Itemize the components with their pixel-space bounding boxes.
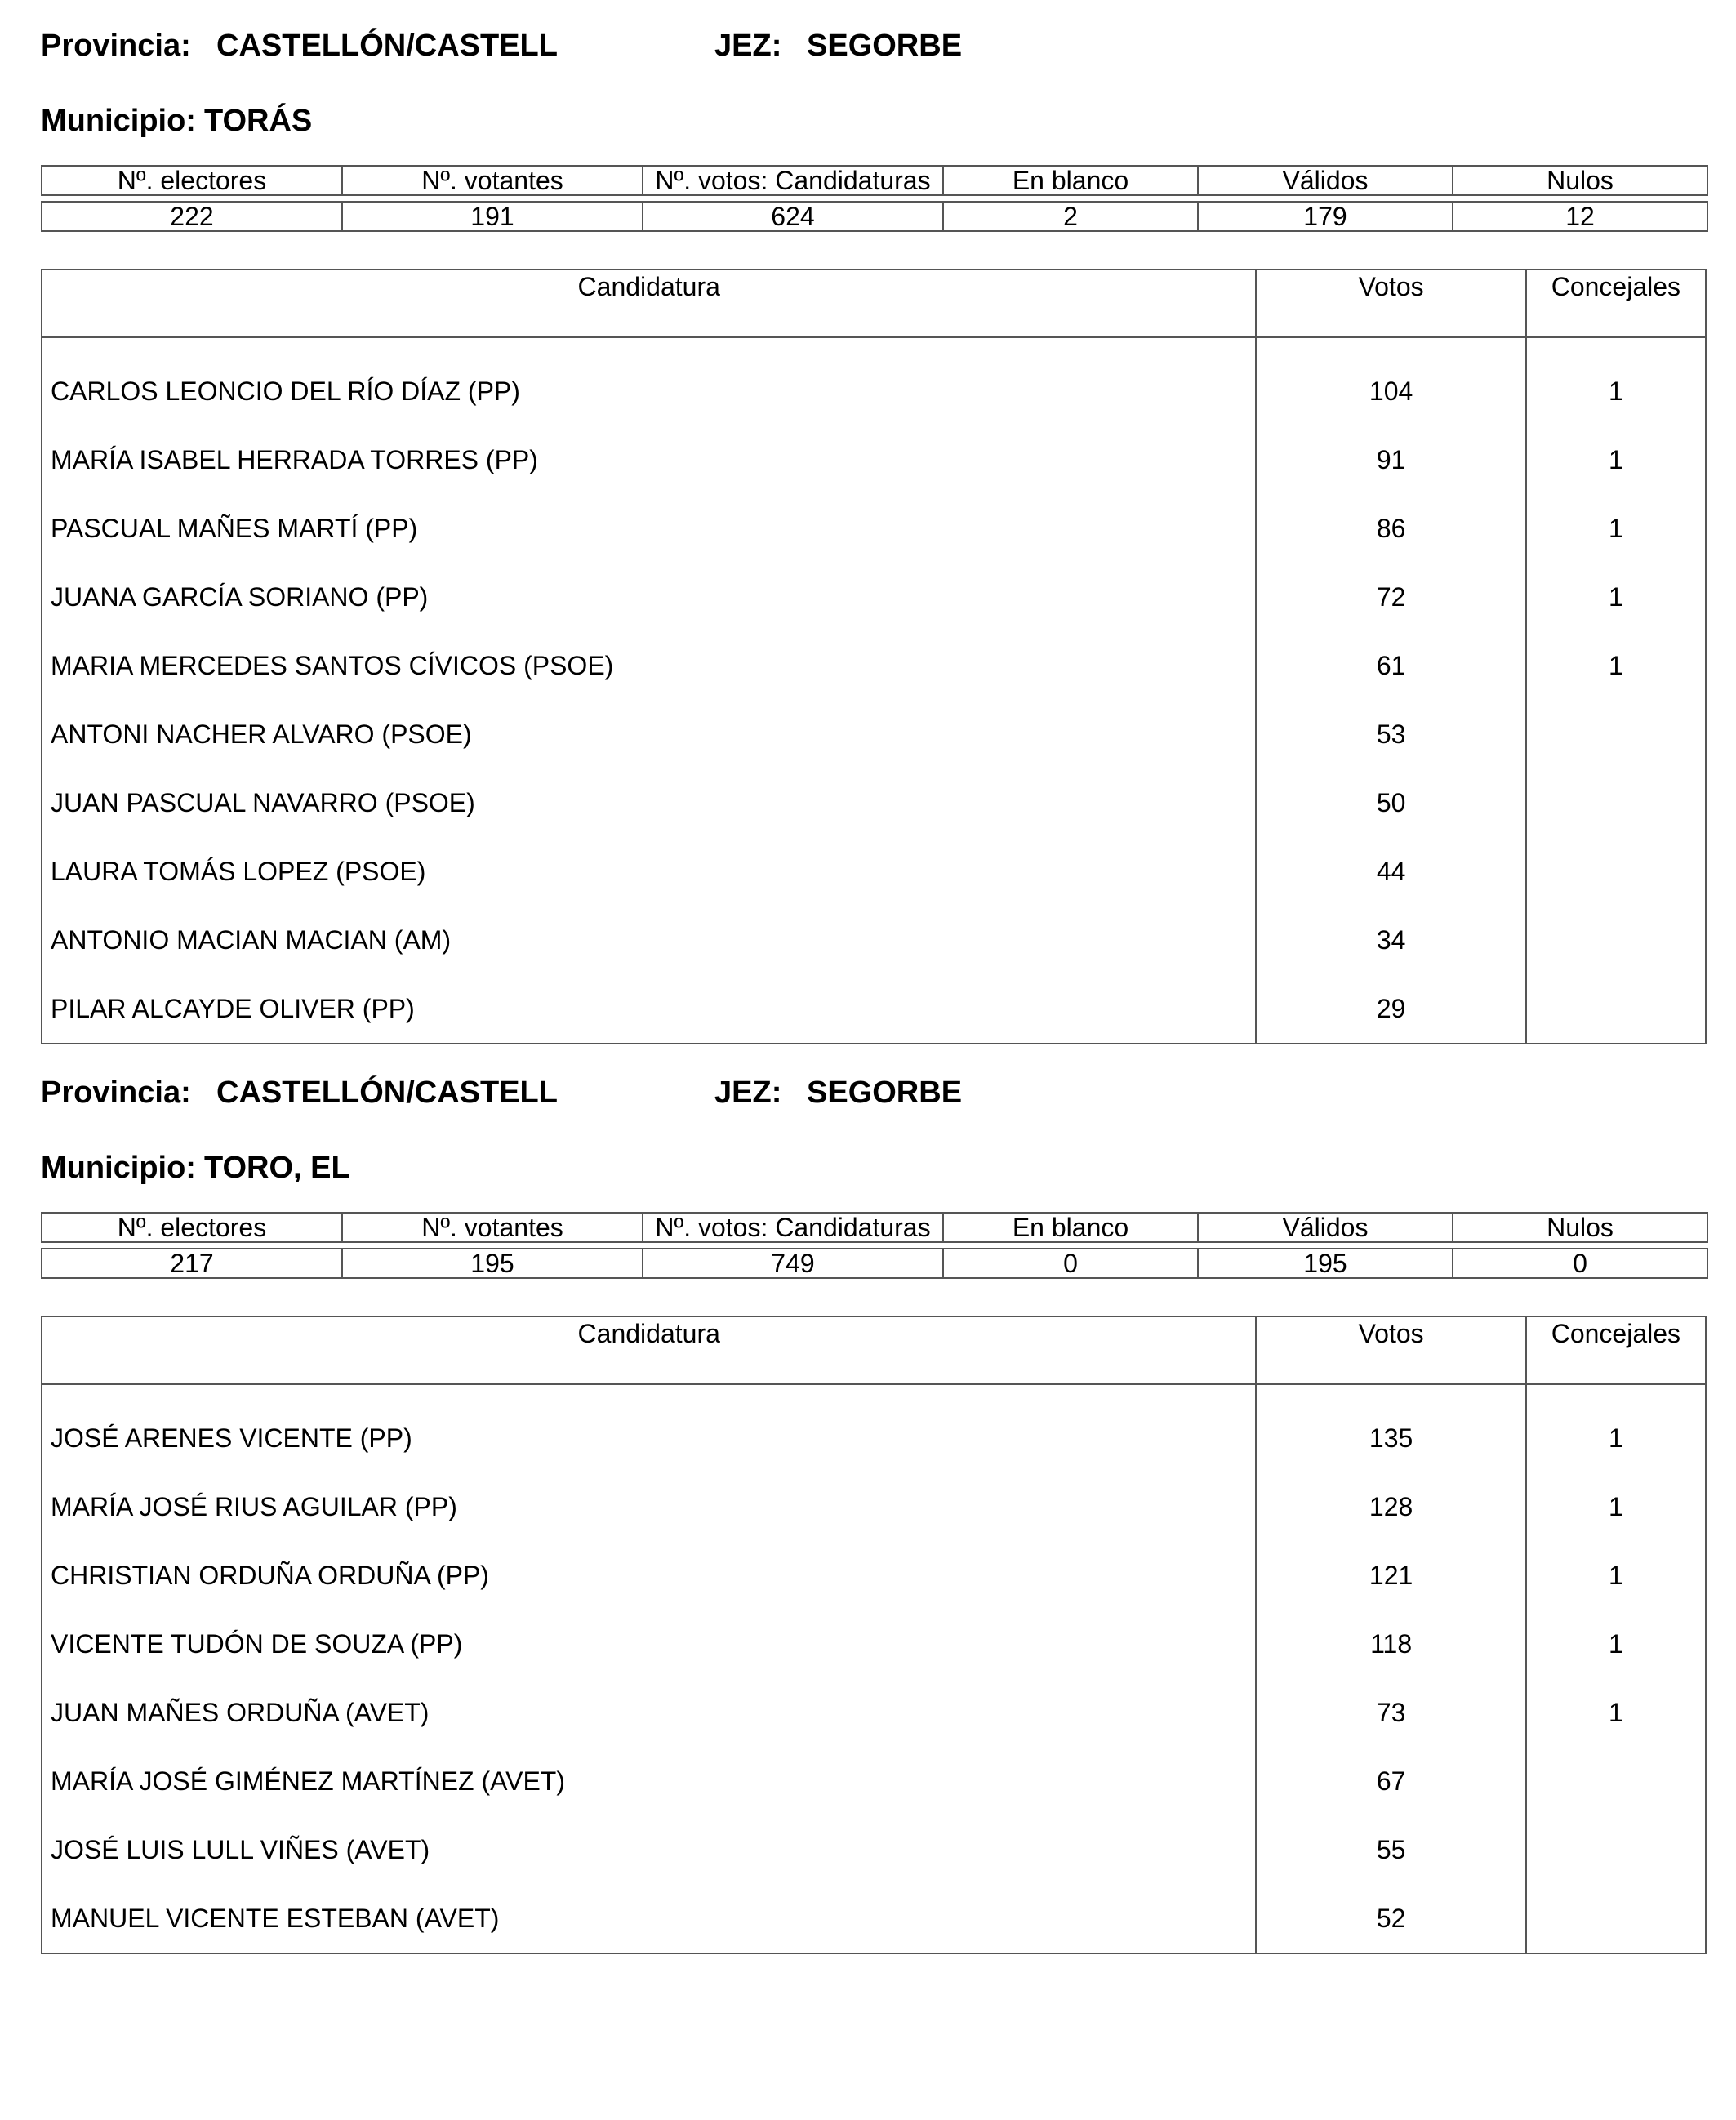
table-row bbox=[42, 1678, 1706, 1747]
candidate-councillors: 1 bbox=[1526, 1472, 1706, 1541]
candidate-name: JUANA GARCÍA SORIANO (PP) bbox=[42, 563, 1256, 631]
province-value: CASTELLÓN/CASTELL bbox=[216, 29, 558, 63]
candidate-votes: 91 bbox=[1256, 425, 1525, 494]
table-row bbox=[42, 1747, 1706, 1815]
stats-header-cell: Nulos bbox=[1453, 166, 1707, 195]
stats-table bbox=[41, 165, 1708, 232]
candidate-name: MARIA MERCEDES SANTOS CÍVICOS (PSOE) bbox=[42, 631, 1256, 700]
candidate-votes: 67 bbox=[1256, 1747, 1525, 1815]
table-row bbox=[42, 425, 1706, 494]
candidate-councillors: 1 bbox=[1526, 631, 1706, 700]
stats-header-cell: Válidos bbox=[1198, 1213, 1453, 1242]
stats-value-cell: 179 bbox=[1198, 202, 1453, 231]
candidate-councillors: 1 bbox=[1526, 1384, 1706, 1472]
table-row bbox=[42, 631, 1706, 700]
jez-label: JEZ: bbox=[714, 29, 782, 63]
candidates-table bbox=[41, 1316, 1707, 1954]
stats-header-cell: Nº. votos: Candidaturas bbox=[643, 1213, 943, 1242]
concejales-header: Concejales bbox=[1526, 1316, 1706, 1384]
candidate-votes: 29 bbox=[1256, 974, 1525, 1044]
stats-value-cell: 0 bbox=[1453, 1249, 1707, 1278]
province-header bbox=[41, 1071, 1707, 1114]
stats-value-cell: 749 bbox=[643, 1249, 943, 1278]
candidates-table bbox=[41, 269, 1707, 1044]
table-row bbox=[42, 837, 1706, 906]
table-row bbox=[42, 906, 1706, 974]
candidates-header-row bbox=[42, 1316, 1706, 1384]
table-row bbox=[42, 768, 1706, 837]
candidate-votes: 50 bbox=[1256, 768, 1525, 837]
candidatura-header: Candidatura bbox=[42, 1316, 1256, 1384]
candidate-name: VICENTE TUDÓN DE SOUZA (PP) bbox=[42, 1610, 1256, 1678]
table-row bbox=[42, 1610, 1706, 1678]
candidate-votes: 55 bbox=[1256, 1815, 1525, 1884]
candidate-name: ANTONI NACHER ALVARO (PSOE) bbox=[42, 700, 1256, 768]
municipality-title bbox=[41, 100, 1707, 142]
table-row bbox=[42, 563, 1706, 631]
candidate-councillors bbox=[1526, 1747, 1706, 1815]
candidate-votes: 44 bbox=[1256, 837, 1525, 906]
candidate-councillors: 1 bbox=[1526, 1678, 1706, 1747]
candidate-name: JOSÉ LUIS LULL VIÑES (AVET) bbox=[42, 1815, 1256, 1884]
candidate-name: JUAN PASCUAL NAVARRO (PSOE) bbox=[42, 768, 1256, 837]
stats-value-cell: 191 bbox=[342, 202, 643, 231]
candidate-councillors bbox=[1526, 1815, 1706, 1884]
stats-header-cell: Nº. votantes bbox=[342, 166, 643, 195]
candidate-votes: 135 bbox=[1256, 1384, 1525, 1472]
stats-values-row bbox=[42, 1249, 1707, 1278]
candidate-votes: 52 bbox=[1256, 1884, 1525, 1953]
table-row bbox=[42, 494, 1706, 563]
municipality-label: Municipio: bbox=[41, 104, 196, 138]
candidatura-header: Candidatura bbox=[42, 269, 1256, 337]
province-header bbox=[41, 24, 1707, 67]
table-row bbox=[42, 337, 1706, 425]
candidate-name: MARÍA ISABEL HERRADA TORRES (PP) bbox=[42, 425, 1256, 494]
table-row bbox=[42, 1815, 1706, 1884]
candidate-councillors bbox=[1526, 974, 1706, 1044]
candidate-votes: 118 bbox=[1256, 1610, 1525, 1678]
stats-header-row bbox=[42, 166, 1707, 195]
candidate-votes: 128 bbox=[1256, 1472, 1525, 1541]
stats-value-cell: 0 bbox=[943, 1249, 1198, 1278]
candidate-councillors: 1 bbox=[1526, 425, 1706, 494]
stats-header-cell: En blanco bbox=[943, 166, 1198, 195]
municipality-value: TORÁS bbox=[203, 104, 313, 138]
stats-value-cell: 624 bbox=[643, 202, 943, 231]
municipality-section bbox=[41, 1071, 1707, 1954]
table-row bbox=[42, 1472, 1706, 1541]
table-row bbox=[42, 974, 1706, 1044]
candidate-name: CHRISTIAN ORDUÑA ORDUÑA (PP) bbox=[42, 1541, 1256, 1610]
table-row bbox=[42, 1384, 1706, 1472]
candidate-name: MARÍA JOSÉ RIUS AGUILAR (PP) bbox=[42, 1472, 1256, 1541]
votos-header: Votos bbox=[1256, 1316, 1525, 1384]
stats-value-cell: 12 bbox=[1453, 202, 1707, 231]
stats-value-cell: 195 bbox=[1198, 1249, 1453, 1278]
candidate-name: JOSÉ ARENES VICENTE (PP) bbox=[42, 1384, 1256, 1472]
stats-value-cell: 222 bbox=[42, 202, 342, 231]
candidate-name: JUAN MAÑES ORDUÑA (AVET) bbox=[42, 1678, 1256, 1747]
concejales-header: Concejales bbox=[1526, 269, 1706, 337]
stats-table bbox=[41, 1212, 1708, 1279]
candidate-votes: 34 bbox=[1256, 906, 1525, 974]
jez-value: SEGORBE bbox=[807, 29, 963, 63]
province-label: Provincia: bbox=[41, 1076, 191, 1110]
candidate-councillors: 1 bbox=[1526, 337, 1706, 425]
stats-header-cell: Nº. electores bbox=[42, 166, 342, 195]
candidate-councillors: 1 bbox=[1526, 563, 1706, 631]
candidate-councillors: 1 bbox=[1526, 1541, 1706, 1610]
candidate-councillors bbox=[1526, 906, 1706, 974]
candidate-name: LAURA TOMÁS LOPEZ (PSOE) bbox=[42, 837, 1256, 906]
municipality-label: Municipio: bbox=[41, 1151, 196, 1185]
table-row bbox=[42, 700, 1706, 768]
stats-value-cell: 195 bbox=[342, 1249, 643, 1278]
candidate-votes: 121 bbox=[1256, 1541, 1525, 1610]
table-row bbox=[42, 1541, 1706, 1610]
candidate-name: ANTONIO MACIAN MACIAN (AM) bbox=[42, 906, 1256, 974]
stats-header-cell: Nulos bbox=[1453, 1213, 1707, 1242]
votos-header: Votos bbox=[1256, 269, 1525, 337]
municipality-title bbox=[41, 1147, 1707, 1189]
province-label: Provincia: bbox=[41, 29, 191, 63]
jez-value: SEGORBE bbox=[807, 1076, 963, 1110]
candidate-votes: 61 bbox=[1256, 631, 1525, 700]
candidate-councillors: 1 bbox=[1526, 494, 1706, 563]
stats-header-cell: Nº. votos: Candidaturas bbox=[643, 166, 943, 195]
candidate-votes: 72 bbox=[1256, 563, 1525, 631]
province-value: CASTELLÓN/CASTELL bbox=[216, 1076, 558, 1110]
candidate-votes: 86 bbox=[1256, 494, 1525, 563]
candidate-votes: 104 bbox=[1256, 337, 1525, 425]
stats-value-cell: 217 bbox=[42, 1249, 342, 1278]
municipality-section bbox=[41, 24, 1707, 1044]
jez-label: JEZ: bbox=[714, 1076, 782, 1110]
stats-header-row bbox=[42, 1213, 1707, 1242]
candidate-name: PASCUAL MAÑES MARTÍ (PP) bbox=[42, 494, 1256, 563]
candidate-councillors bbox=[1526, 1884, 1706, 1953]
stats-header-cell: Nº. electores bbox=[42, 1213, 342, 1242]
stats-header-cell: Nº. votantes bbox=[342, 1213, 643, 1242]
candidate-councillors: 1 bbox=[1526, 1610, 1706, 1678]
candidate-councillors bbox=[1526, 837, 1706, 906]
candidate-name: CARLOS LEONCIO DEL RÍO DÍAZ (PP) bbox=[42, 337, 1256, 425]
stats-values-row bbox=[42, 202, 1707, 231]
candidate-votes: 73 bbox=[1256, 1678, 1525, 1747]
municipality-value: TORO, EL bbox=[203, 1151, 350, 1185]
stats-header-cell: Válidos bbox=[1198, 166, 1453, 195]
candidate-name: MANUEL VICENTE ESTEBAN (AVET) bbox=[42, 1884, 1256, 1953]
candidate-name: MARÍA JOSÉ GIMÉNEZ MARTÍNEZ (AVET) bbox=[42, 1747, 1256, 1815]
candidate-councillors bbox=[1526, 768, 1706, 837]
stats-value-cell: 2 bbox=[943, 202, 1198, 231]
candidate-votes: 53 bbox=[1256, 700, 1525, 768]
candidates-header-row bbox=[42, 269, 1706, 337]
table-row bbox=[42, 1884, 1706, 1953]
candidate-councillors bbox=[1526, 700, 1706, 768]
candidate-name: PILAR ALCAYDE OLIVER (PP) bbox=[42, 974, 1256, 1044]
stats-header-cell: En blanco bbox=[943, 1213, 1198, 1242]
